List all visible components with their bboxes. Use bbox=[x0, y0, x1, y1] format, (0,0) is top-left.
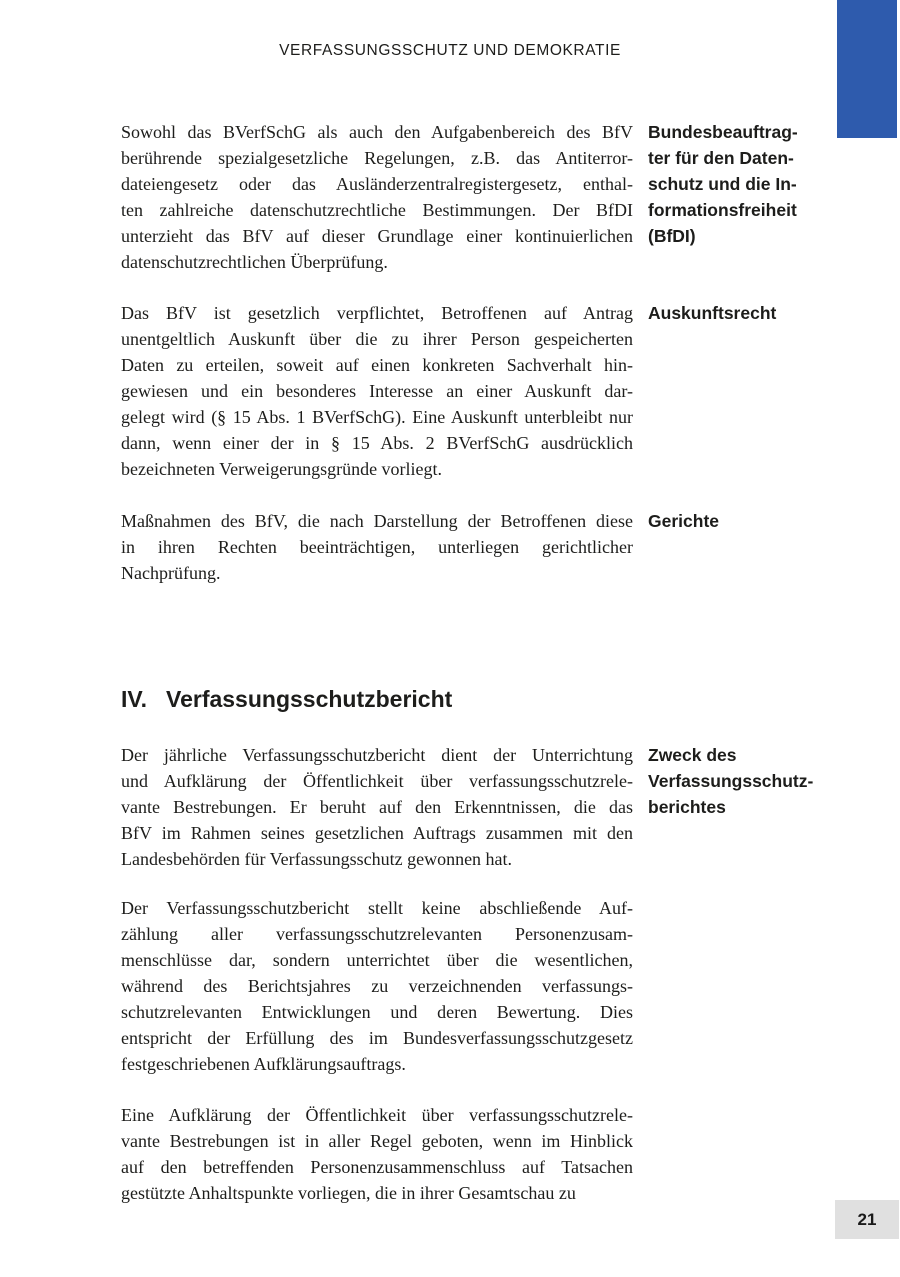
paragraph-bfdi: Sowohl das BVerfSchG als auch den Aufgabenbereich des BfV berührende spezialgesetzliche Regelungen, z.B. das Antiterror- dateiengesetz oder das Ausländerzentralregistergesetz, enthal- ten zahlreiche datenschutzrechtliche Bestimmungen. Der BfDI unterzieht das BfV auf dieser Grundlage einer kontinuierlichen datenschutzrechtlichen Überprüfung. bbox=[121, 122, 633, 272]
page-number: 21 bbox=[857, 1209, 877, 1229]
paragraph-auskunftsrecht: Das BfV ist gesetzlich verpflichtet, Betroffenen auf Antrag unentgeltlich Auskunft über die zu ihrer Person gespeicherten Daten zu erteilen, soweit auf einen konkreten Sachverhalt hin- gewiesen und ein besonderes Interesse an einer Auskunft dar- gelegt wird (§ 15 Abs. 1 BVerfSchG). Eine Auskunft unterbleibt nur dann, wenn einer der in § 15 Abs. 2 BVerfSchG ausdrücklich bezeichneten Verweigerungsgründe vorliegt. bbox=[121, 303, 633, 479]
section-title: Verfassungsschutzbericht bbox=[166, 686, 453, 712]
margin-note-zweck: Zweck des Verfassungsschutz- berichtes bbox=[648, 745, 814, 817]
section-heading bbox=[121, 684, 452, 714]
margin-note-auskunftsrecht: Auskunftsrecht bbox=[648, 303, 777, 323]
paragraph-gerichte: Maßnahmen des BfV, die nach Darstellung der Betroffenen diese in ihren Rechten beeinträchtigen, unterliegen gerichtlicher Nachprüfung. bbox=[121, 511, 633, 583]
paragraph-keine-aufzaehlung: Der Verfassungsschutzbericht stellt keine abschließende Auf- zählung aller verfassungsschutzrelevanten Personenzusam- menschlüsse dar, sondern unterrichtet über die wesentlichen, während des Berichtsjahres zu verzeichnenden verfassungs- schutzrelevanten Entwicklungen und deren Bewertung. Dies entspricht der Erfüllung des im Bundesverfassungsschutzgesetz festgeschriebenen Aufklärungsauftrags. bbox=[121, 898, 633, 1074]
running-header: VERFASSUNGSSCHUTZ UND DEMOKRATIE bbox=[279, 42, 621, 59]
section-number: IV. bbox=[121, 686, 148, 712]
margin-note-gerichte: Gerichte bbox=[648, 511, 719, 531]
paragraph-zweck: Der jährliche Verfassungsschutzbericht dient der Unterrichtung und Aufklärung der Öffentlichkeit über verfassungsschutzrele- vante Bestrebungen. Er beruht auf den Erkenntnissen, die das BfV im Rahmen seines gesetzlichen Auftrags zusammen mit den Landesbehörden für Verfassungsschutz gewonnen hat. bbox=[121, 745, 633, 869]
margin-note-bfdi: Bundesbeauftrag- ter für den Daten- schutz und die In- formationsfreiheit (BfDI) bbox=[648, 122, 798, 246]
page-number-box bbox=[835, 1200, 899, 1239]
corner-accent-rectangle bbox=[837, 0, 897, 138]
paragraph-aufklaerung: Eine Aufklärung der Öffentlichkeit über verfassungsschutzrele- vante Bestrebungen ist in aller Regel geboten, wenn im Hinblick auf den betreffenden Personenzusammenschluss auf Tatsachen gestützte Anhaltspunkte vorliegen, die in ihrer Gesamtschau zu bbox=[121, 1105, 633, 1203]
